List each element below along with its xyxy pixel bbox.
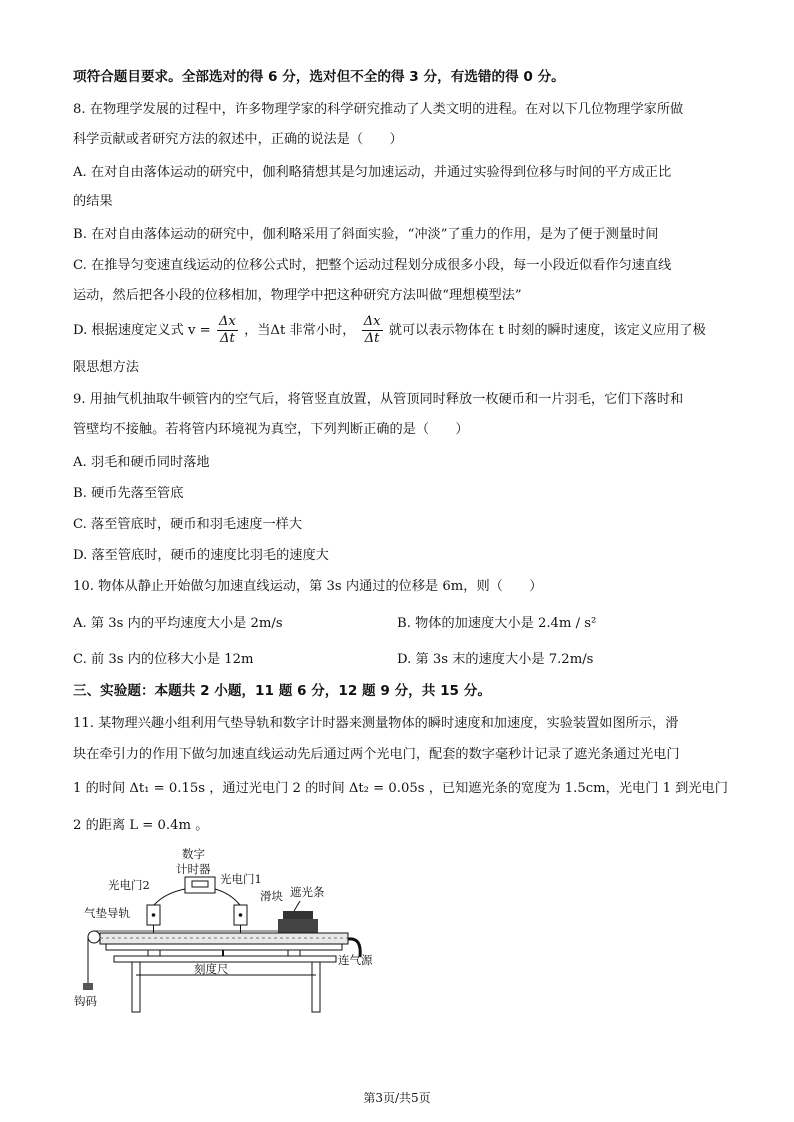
table-leg-right <box>312 962 320 1012</box>
q8-option-d-line1 <box>73 313 706 349</box>
q8-option-c-line1: C. 在推导匀变速直线运动的位移公式时，把整个运动过程划分成很多小段，每一小段近似看作匀速直线 <box>73 258 672 273</box>
q8-option-c-line2: 运动，然后把各小段的位移相加，物理学中把这种研究方法叫做“理想模型法” <box>73 288 522 303</box>
label-strip: 遮光条 <box>290 885 325 899</box>
foot-left <box>148 950 160 956</box>
label-ruler: 刻度尺 <box>194 962 229 976</box>
q8-stem-line2: 科学贡献或者研究方法的叙述中，正确的说法是（ ） <box>73 132 403 147</box>
q8-option-a-line1: A. 在对自由落体运动的研究中，伽利略猜想其是匀加速运动，并通过实验得到位移与时间的平方成正比 <box>73 165 672 180</box>
slider-block <box>278 919 318 933</box>
label-air-source: 连气源 <box>338 953 373 967</box>
q9-option-b: B. 硬币先落至管底 <box>73 486 184 501</box>
q10-stem: 10. 物体从静止开始做匀加速直线运动，第 3s 内通过的位移是 6m，则（ ） <box>73 579 543 594</box>
timer-display <box>192 881 208 887</box>
q8-option-d-text-c: 就可以表示物体在 t 时刻的瞬时速度，该定义应用了极 <box>388 323 706 338</box>
table-leg-left <box>132 962 140 1012</box>
wire-gate2 <box>154 889 185 905</box>
label-weight: 钩码 <box>74 994 97 1008</box>
q8-option-d-line2: 限思想方法 <box>73 360 139 375</box>
ruler <box>106 944 342 950</box>
q10-option-b: B. 物体的加速度大小是 2.4m / s² <box>397 616 597 631</box>
q8-stem-line1: 8. 在物理学发展的过程中，许多物理学家的科学研究推动了人类文明的进程。在对以下几位物理学家所做 <box>73 102 684 117</box>
table-top <box>114 956 336 962</box>
fraction-denominator-2: Δt <box>364 331 380 346</box>
q10-option-c: C. 前 3s 内的位移大小是 12m <box>73 652 254 667</box>
q11-line3: 1 的时间 Δt₁ = 0.15s ，通过光电门 2 的时间 Δt₂ = 0.05s ，已知遮光条的宽度为 1.5cm，光电门 1 到光电门 <box>73 781 728 796</box>
label-digital-1: 数字 <box>182 847 205 861</box>
section-3-heading: 三、实验题：本题共 2 小题，11 题 6 分，12 题 9 分，共 15 分。 <box>73 683 491 699</box>
q9-option-d: D. 落至管底时，硬币的速度比羽毛的速度大 <box>73 548 329 563</box>
label-gate2: 光电门2 <box>108 878 150 892</box>
page-number: 第3页/共5页 <box>363 1091 431 1105</box>
q8-option-a-line2: 的结果 <box>73 194 113 209</box>
slider-top <box>283 911 313 919</box>
q9-stem-line2: 管壁均不接触。若将管内环境视为真空，下列判断正确的是（ ） <box>73 422 469 437</box>
q11-line1: 11. 某物理兴趣小组利用气垫导轨和数字计时器来测量物体的瞬时速度和加速度，实验装置如图所示，滑 <box>73 716 679 731</box>
label-gate1: 光电门1 <box>220 872 262 886</box>
q8-option-b: B. 在对自由落体运动的研究中，伽利略采用了斜面实验，“冲淡”了重力的作用，是为了便于测量时间 <box>73 227 659 242</box>
fraction-numerator-2: Δx <box>363 314 381 329</box>
pulley <box>88 931 100 943</box>
q11-line4: 2 的距离 L = 0.4m 。 <box>73 818 209 833</box>
velocity-fraction <box>217 314 238 347</box>
fraction-numerator: Δx <box>218 314 236 329</box>
q8-option-d-text-a: D. 根据速度定义式 v = <box>73 323 211 338</box>
q9-option-a: A. 羽毛和硬币同时落地 <box>73 455 210 470</box>
fraction-denominator: Δt <box>219 331 235 346</box>
label-digital-2: 计时器 <box>176 862 211 876</box>
wire-gate1 <box>215 889 240 905</box>
q9-option-c: C. 落至管底时，硬币和羽毛速度一样大 <box>73 517 303 532</box>
air-track-apparatus-figure <box>70 845 400 1020</box>
hook-weight <box>83 983 93 990</box>
q10-option-a: A. 第 3s 内的平均速度大小是 2m/s <box>73 616 283 631</box>
velocity-fraction-2 <box>362 314 383 347</box>
strip-pointer <box>294 901 300 911</box>
q10-option-d: D. 第 3s 末的速度大小是 7.2m/s <box>397 652 594 667</box>
photogate-2-dot <box>152 913 156 917</box>
photogate-1-dot <box>239 913 243 917</box>
label-slider: 滑块 <box>260 889 283 903</box>
q9-stem-line1: 9. 用抽气机抽取牛顿管内的空气后，将管竖直放置，从管顶同时释放一枚硬币和一片羽毛，它们下落时和 <box>73 392 684 407</box>
scoring-rule-line: 项符合题目要求。全部选对的得 6 分，选对但不全的得 3 分，有选错的得 0 分。 <box>73 69 565 85</box>
q8-option-d-text-b: ，当Δt 非常小时， <box>244 323 356 338</box>
foot-right <box>288 950 300 956</box>
q11-line2: 块在牵引力的作用下做匀加速直线运动先后通过两个光电门，配套的数字毫秒计记录了遮光条通过光电门 <box>73 747 680 762</box>
label-track: 气垫导轨 <box>84 906 130 920</box>
